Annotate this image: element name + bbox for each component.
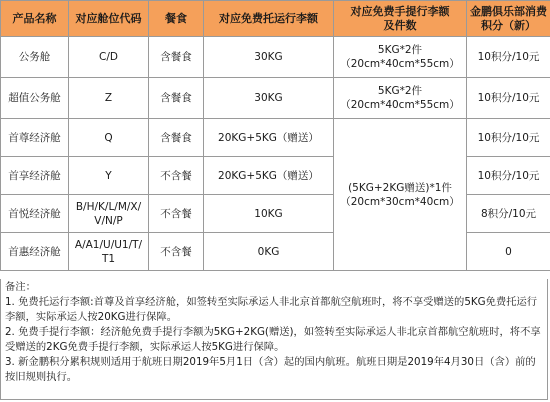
notes-title: 备注： [5, 281, 36, 293]
header-checked-baggage: 对应免费托运行李额 [204, 1, 334, 37]
product-cell: 首享经济舱 [1, 157, 69, 195]
header-carryon-baggage: 对应免费手提行李额 及件数 [334, 1, 467, 37]
table-row [1, 37, 550, 78]
product-cell: 首惠经济舱 [1, 233, 69, 271]
meal-cell: 含餐食 [149, 78, 204, 119]
economy-carryon-cell: (5KG+2KG赠送)*1件 （20cm*30cm*40cm） [334, 119, 467, 271]
checked-baggage-cell: 0KG [204, 233, 334, 271]
meal-cell: 不含餐 [149, 195, 204, 233]
cabin-code-cell: Q [69, 119, 149, 157]
points-cell: 10积分/10元 [467, 37, 550, 78]
cabin-code-cell: C/D [69, 37, 149, 78]
checked-baggage-cell: 10KG [204, 195, 334, 233]
cabin-code-cell: Z [69, 78, 149, 119]
product-cell: 首尊经济舱 [1, 119, 69, 157]
meal-cell: 含餐食 [149, 37, 204, 78]
product-cell: 首悦经济舱 [1, 195, 69, 233]
points-cell: 10积分/10元 [467, 119, 550, 157]
meal-cell: 不含餐 [149, 233, 204, 271]
product-cell: 超值公务舱 [1, 78, 69, 119]
cabin-code-cell: A/A1/U/U1/T/ T1 [69, 233, 149, 271]
note-item: 1. 免费托运行李额:首尊及首享经济舱，如签转至实际承运人非北京首都航空航班时，将不享受赠送的5KG免费托运行李额，实际承运人按20KG进行保障。 [5, 296, 538, 323]
header-meal: 餐食 [149, 1, 204, 37]
notes-section [0, 279, 548, 400]
table-row [1, 233, 550, 271]
points-cell: 10积分/10元 [467, 157, 550, 195]
meal-cell: 不含餐 [149, 157, 204, 195]
cabin-code-cell: Y [69, 157, 149, 195]
carryon-baggage-cell: 5KG*2件 （20cm*40cm*55cm） [334, 78, 467, 119]
table-row [1, 119, 550, 157]
cabin-code-cell: B/H/K/L/M/X/ V/N/P [69, 195, 149, 233]
product-cell: 公务舱 [1, 37, 69, 78]
carryon-baggage-cell: 5KG*2件 （20cm*40cm*55cm） [334, 37, 467, 78]
checked-baggage-cell: 20KG+5KG（赠送） [204, 157, 334, 195]
points-cell: 0 [467, 233, 550, 271]
points-cell: 10积分/10元 [467, 78, 550, 119]
checked-baggage-cell: 20KG+5KG（赠送） [204, 119, 334, 157]
header-product: 产品名称 [1, 1, 69, 37]
checked-baggage-cell: 30KG [204, 78, 334, 119]
meal-cell: 含餐食 [149, 119, 204, 157]
table-row [1, 78, 550, 119]
points-cell: 8积分/10元 [467, 195, 550, 233]
note-item: 3. 新金鹏积分累积规则适用于航班日期2019年5月1日（含）起的国内航班。航班日期是2019年4月30日（含）前的按旧规则执行。 [5, 356, 536, 383]
table-row [1, 195, 550, 233]
table-row [1, 157, 550, 195]
table-header-row [1, 1, 550, 37]
header-cabin-code: 对应舱位代码 [69, 1, 149, 37]
note-item: 2. 免费手提行李额：经济舱免费手提行李额为5KG+2KG(赠送)，如签转至实际承运人非北京首都航空航班时，将不享受赠送的2KG免费手提行李额，实际承运人按5KG进行保障。 [5, 326, 541, 353]
header-points: 金鹏俱乐部消费 积分（新） [467, 1, 550, 37]
checked-baggage-cell: 30KG [204, 37, 334, 78]
